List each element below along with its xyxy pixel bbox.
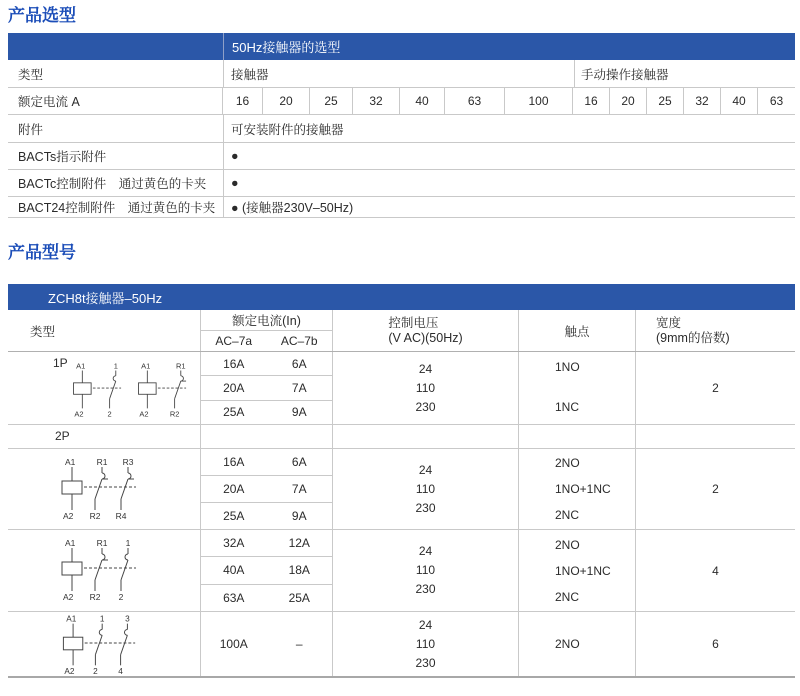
circuit-diagram-1p-nc xyxy=(135,356,200,422)
current-cell: 63 xyxy=(445,88,505,114)
current-cell: 40 xyxy=(400,88,445,114)
cell-voltages: 24 110 230 xyxy=(332,352,518,424)
cell-dot-indicator: ● xyxy=(223,170,795,196)
cell-dot-indicator: ● xyxy=(223,143,795,169)
current-cell: 40 xyxy=(721,88,758,114)
model-table-header-bar: ZCH8t接触器–50Hz xyxy=(8,284,795,310)
svg-text:R4: R4 xyxy=(115,511,127,521)
svg-text:R1: R1 xyxy=(96,457,108,467)
col-header-contacts: 触点 xyxy=(518,310,635,351)
svg-text:A1: A1 xyxy=(141,361,151,371)
table-row-accessory xyxy=(8,115,795,143)
table-row-type xyxy=(8,60,795,88)
model-table xyxy=(8,284,795,678)
svg-text:A2: A2 xyxy=(139,409,149,419)
current-cell: 20 xyxy=(610,88,647,114)
cell-contacts: 2NO 1NO+1NC 2NC xyxy=(518,449,635,529)
table-row-2p-label xyxy=(8,425,795,449)
svg-text:A1: A1 xyxy=(65,538,76,548)
cell-contactor: 接触器 xyxy=(231,67,269,82)
col-header-ac7a: AC–7a xyxy=(215,334,253,348)
col-header-ac7b: AC–7b xyxy=(280,334,318,348)
table-row-2p-ncno xyxy=(8,530,795,612)
current-cell: 20 xyxy=(263,88,310,114)
cell-type xyxy=(8,530,200,611)
circuit-diagram-2p-ncnc xyxy=(58,455,158,521)
cell-voltages: 24 110 230 xyxy=(332,612,518,676)
svg-text:1: 1 xyxy=(99,614,105,624)
svg-text:4: 4 xyxy=(118,667,123,676)
row-label: 额定电流 A xyxy=(18,95,80,109)
table-row-1p xyxy=(8,352,795,425)
current-cell: 25 xyxy=(310,88,353,114)
circuit-diagram-2p-ncno xyxy=(58,536,158,602)
row-label: 附件 xyxy=(18,122,44,137)
svg-text:R3: R3 xyxy=(122,457,134,467)
current-cell: 32 xyxy=(353,88,400,114)
svg-text:R1: R1 xyxy=(96,538,108,548)
svg-text:2: 2 xyxy=(107,409,112,419)
cell-accessory-value: 可安装附件的接触器 xyxy=(223,115,795,142)
svg-text:1: 1 xyxy=(113,361,118,371)
table-row-bact24 xyxy=(8,197,795,218)
selection-table xyxy=(8,33,795,218)
svg-text:2: 2 xyxy=(93,667,98,676)
current-cell: 25 xyxy=(647,88,684,114)
cell-width: 2 xyxy=(635,352,795,424)
cell-amps: 16A 6A 20A 7A 25A 9A xyxy=(200,449,332,529)
svg-text:R2: R2 xyxy=(169,409,180,419)
svg-text:1: 1 xyxy=(125,538,131,548)
svg-text:3: 3 xyxy=(125,614,130,624)
svg-text:A1: A1 xyxy=(65,457,76,467)
section-title-product-selection: 产品选型 xyxy=(8,6,76,25)
cell-width: 4 xyxy=(635,530,795,611)
col-header-width: 宽度 (9mm的倍数) xyxy=(635,310,795,351)
current-cell: 16 xyxy=(223,88,263,114)
row-label: BACT24控制附件 通过黄色的卡夹 xyxy=(18,201,216,215)
svg-text:R2: R2 xyxy=(89,511,101,521)
circuit-diagram-1p-no xyxy=(70,356,135,422)
svg-text:A1: A1 xyxy=(66,614,77,624)
cell-contacts: 1NO 1NC xyxy=(518,352,635,424)
header-bar-spacer xyxy=(8,33,223,60)
cell-width: 2 xyxy=(635,449,795,529)
table-row-2p-ncnc xyxy=(8,449,795,530)
svg-text:R1: R1 xyxy=(175,361,186,371)
svg-text:A1: A1 xyxy=(75,361,85,371)
cell-voltages: 24 110 230 xyxy=(332,449,518,529)
table-row-rated-current xyxy=(8,88,795,115)
svg-text:A2: A2 xyxy=(74,409,84,419)
svg-text:A2: A2 xyxy=(64,667,75,676)
svg-text:A2: A2 xyxy=(63,592,74,602)
current-cell: 100 xyxy=(505,88,573,114)
row-label: BACTs指示附件 xyxy=(18,150,107,164)
pole-label: 2P xyxy=(55,429,70,443)
table-row-2p-nono xyxy=(8,612,795,678)
cell-dot-indicator: ● (接触器230V–50Hz) xyxy=(223,197,795,217)
cell-amps: 16A 6A 20A 7A 25A 9A xyxy=(200,352,332,424)
cell-contacts: 2NO xyxy=(518,612,635,676)
col-header-rated-current: 额定电流(In) AC–7a AC–7b xyxy=(200,310,332,351)
selection-table-header-bar xyxy=(8,33,795,60)
svg-text:A2: A2 xyxy=(63,511,74,521)
section-title-product-model: 产品型号 xyxy=(8,243,76,262)
cell-voltages: 24 110 230 xyxy=(332,530,518,611)
svg-text:R2: R2 xyxy=(89,592,101,602)
cell-contacts: 2NO 1NO+1NC 2NC xyxy=(518,530,635,611)
current-cell: 16 xyxy=(573,88,610,114)
pole-label: 1P xyxy=(53,356,68,370)
col-header-type: 类型 xyxy=(30,324,56,339)
cell-amps: 32A 12A 40A 18A 63A 25A xyxy=(200,530,332,611)
col-header-control-voltage: 控制电压 (V AC)(50Hz) xyxy=(332,310,518,351)
cell-type xyxy=(8,612,200,676)
current-cell: 63 xyxy=(769,94,784,108)
cell-amps: 100A – xyxy=(200,612,332,676)
circuit-diagram-2p-nono xyxy=(58,612,158,676)
row-label: 类型 xyxy=(18,67,44,82)
cell-type-1p xyxy=(8,352,200,424)
cell-manual-contactor: 手动操作接触器 xyxy=(574,60,795,87)
cell-type xyxy=(8,449,200,529)
svg-text:2: 2 xyxy=(118,592,124,602)
cell-width: 6 xyxy=(635,612,795,676)
model-table-column-headers xyxy=(8,310,795,352)
current-cell: 32 xyxy=(684,88,721,114)
table-row-bacts xyxy=(8,143,795,170)
header-bar-title: 50Hz接触器的选型 xyxy=(223,33,795,60)
table-row-bactc xyxy=(8,170,795,197)
row-label: BACTc控制附件 通过黄色的卡夹 xyxy=(18,177,207,191)
